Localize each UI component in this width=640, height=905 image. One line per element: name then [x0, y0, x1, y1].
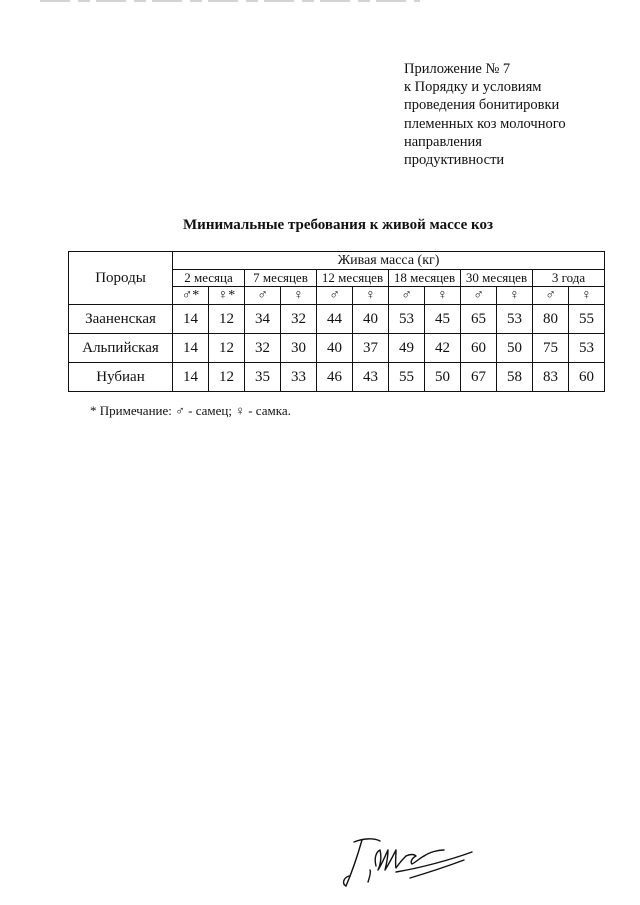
appendix-line: Приложение № 7	[404, 61, 511, 77]
mass-value: 44	[317, 305, 353, 334]
mass-value: 14	[173, 363, 209, 392]
appendix-line: к Порядку и условиям	[404, 79, 542, 96]
mass-value: 80	[533, 305, 569, 334]
mass-value: 40	[317, 334, 353, 363]
mass-value: 49	[389, 334, 425, 363]
male-header: ♂	[389, 287, 425, 305]
mass-value: 40	[353, 305, 389, 334]
appendix-line: направления	[404, 133, 482, 150]
mass-value: 53	[389, 305, 425, 334]
mass-value: 37	[353, 334, 389, 363]
male-header: ♂	[245, 287, 281, 305]
mass-value: 60	[569, 363, 605, 392]
age-group-header: 30 месяцев	[461, 270, 533, 287]
signature-icon	[340, 832, 480, 894]
mass-value: 33	[281, 363, 317, 392]
appendix-line: продуктивности	[404, 152, 505, 169]
mass-value: 55	[569, 305, 605, 334]
age-group-header: 2 месяца	[173, 270, 245, 287]
live-mass-header: Живая масса (кг)	[173, 252, 605, 270]
mass-value: 46	[317, 363, 353, 392]
female-header: ♀	[353, 287, 389, 305]
female-header: ♀	[569, 287, 605, 305]
appendix-header	[404, 60, 624, 169]
table-row	[69, 363, 605, 392]
age-group-header: 7 месяцев	[245, 270, 317, 287]
mass-value: 14	[173, 334, 209, 363]
mass-value: 65	[461, 305, 497, 334]
female-header: ♀	[497, 287, 533, 305]
mass-value: 34	[245, 305, 281, 334]
mass-value: 50	[497, 334, 533, 363]
breed-name: Альпийская	[69, 334, 173, 363]
mass-value: 12	[209, 363, 245, 392]
mass-value: 30	[281, 334, 317, 363]
female-header: ♀	[281, 287, 317, 305]
mass-value: 12	[209, 305, 245, 334]
age-group-header: 3 года	[533, 270, 605, 287]
mass-value: 42	[425, 334, 461, 363]
mass-value: 55	[389, 363, 425, 392]
appendix-line: племенных коз молочного	[404, 115, 566, 132]
table-row	[69, 305, 605, 334]
mass-value: 83	[533, 363, 569, 392]
breed-name: Нубиан	[69, 363, 173, 392]
breeds-header: Породы	[69, 252, 173, 305]
age-group-header: 18 месяцев	[389, 270, 461, 287]
mass-value: 50	[425, 363, 461, 392]
mass-value: 67	[461, 363, 497, 392]
mass-value: 14	[173, 305, 209, 334]
mass-value: 12	[209, 334, 245, 363]
appendix-line: проведения бонитировки	[404, 97, 560, 114]
mass-value: 53	[569, 334, 605, 363]
footnote: * Примечание: ♂ - самец; ♀ - самка.	[90, 403, 291, 418]
female-header: ♀	[425, 287, 461, 305]
mass-value: 43	[353, 363, 389, 392]
live-mass-table	[68, 251, 605, 392]
mass-value: 58	[497, 363, 533, 392]
male-header: ♂	[317, 287, 353, 305]
mass-value: 35	[245, 363, 281, 392]
male-header: ♂	[533, 287, 569, 305]
mass-value: 60	[461, 334, 497, 363]
breed-name: Зааненская	[69, 305, 173, 334]
mass-value: 32	[245, 334, 281, 363]
age-group-header: 12 месяцев	[317, 270, 389, 287]
male-header: ♂*	[173, 287, 209, 305]
mass-value: 75	[533, 334, 569, 363]
document-title: Минимальные требования к живой массе коз	[183, 217, 493, 233]
female-header: ♀*	[209, 287, 245, 305]
table-row	[69, 334, 605, 363]
scan-artifact-line	[0, 0, 640, 6]
mass-value: 45	[425, 305, 461, 334]
mass-value: 53	[497, 305, 533, 334]
male-header: ♂	[461, 287, 497, 305]
mass-value: 32	[281, 305, 317, 334]
